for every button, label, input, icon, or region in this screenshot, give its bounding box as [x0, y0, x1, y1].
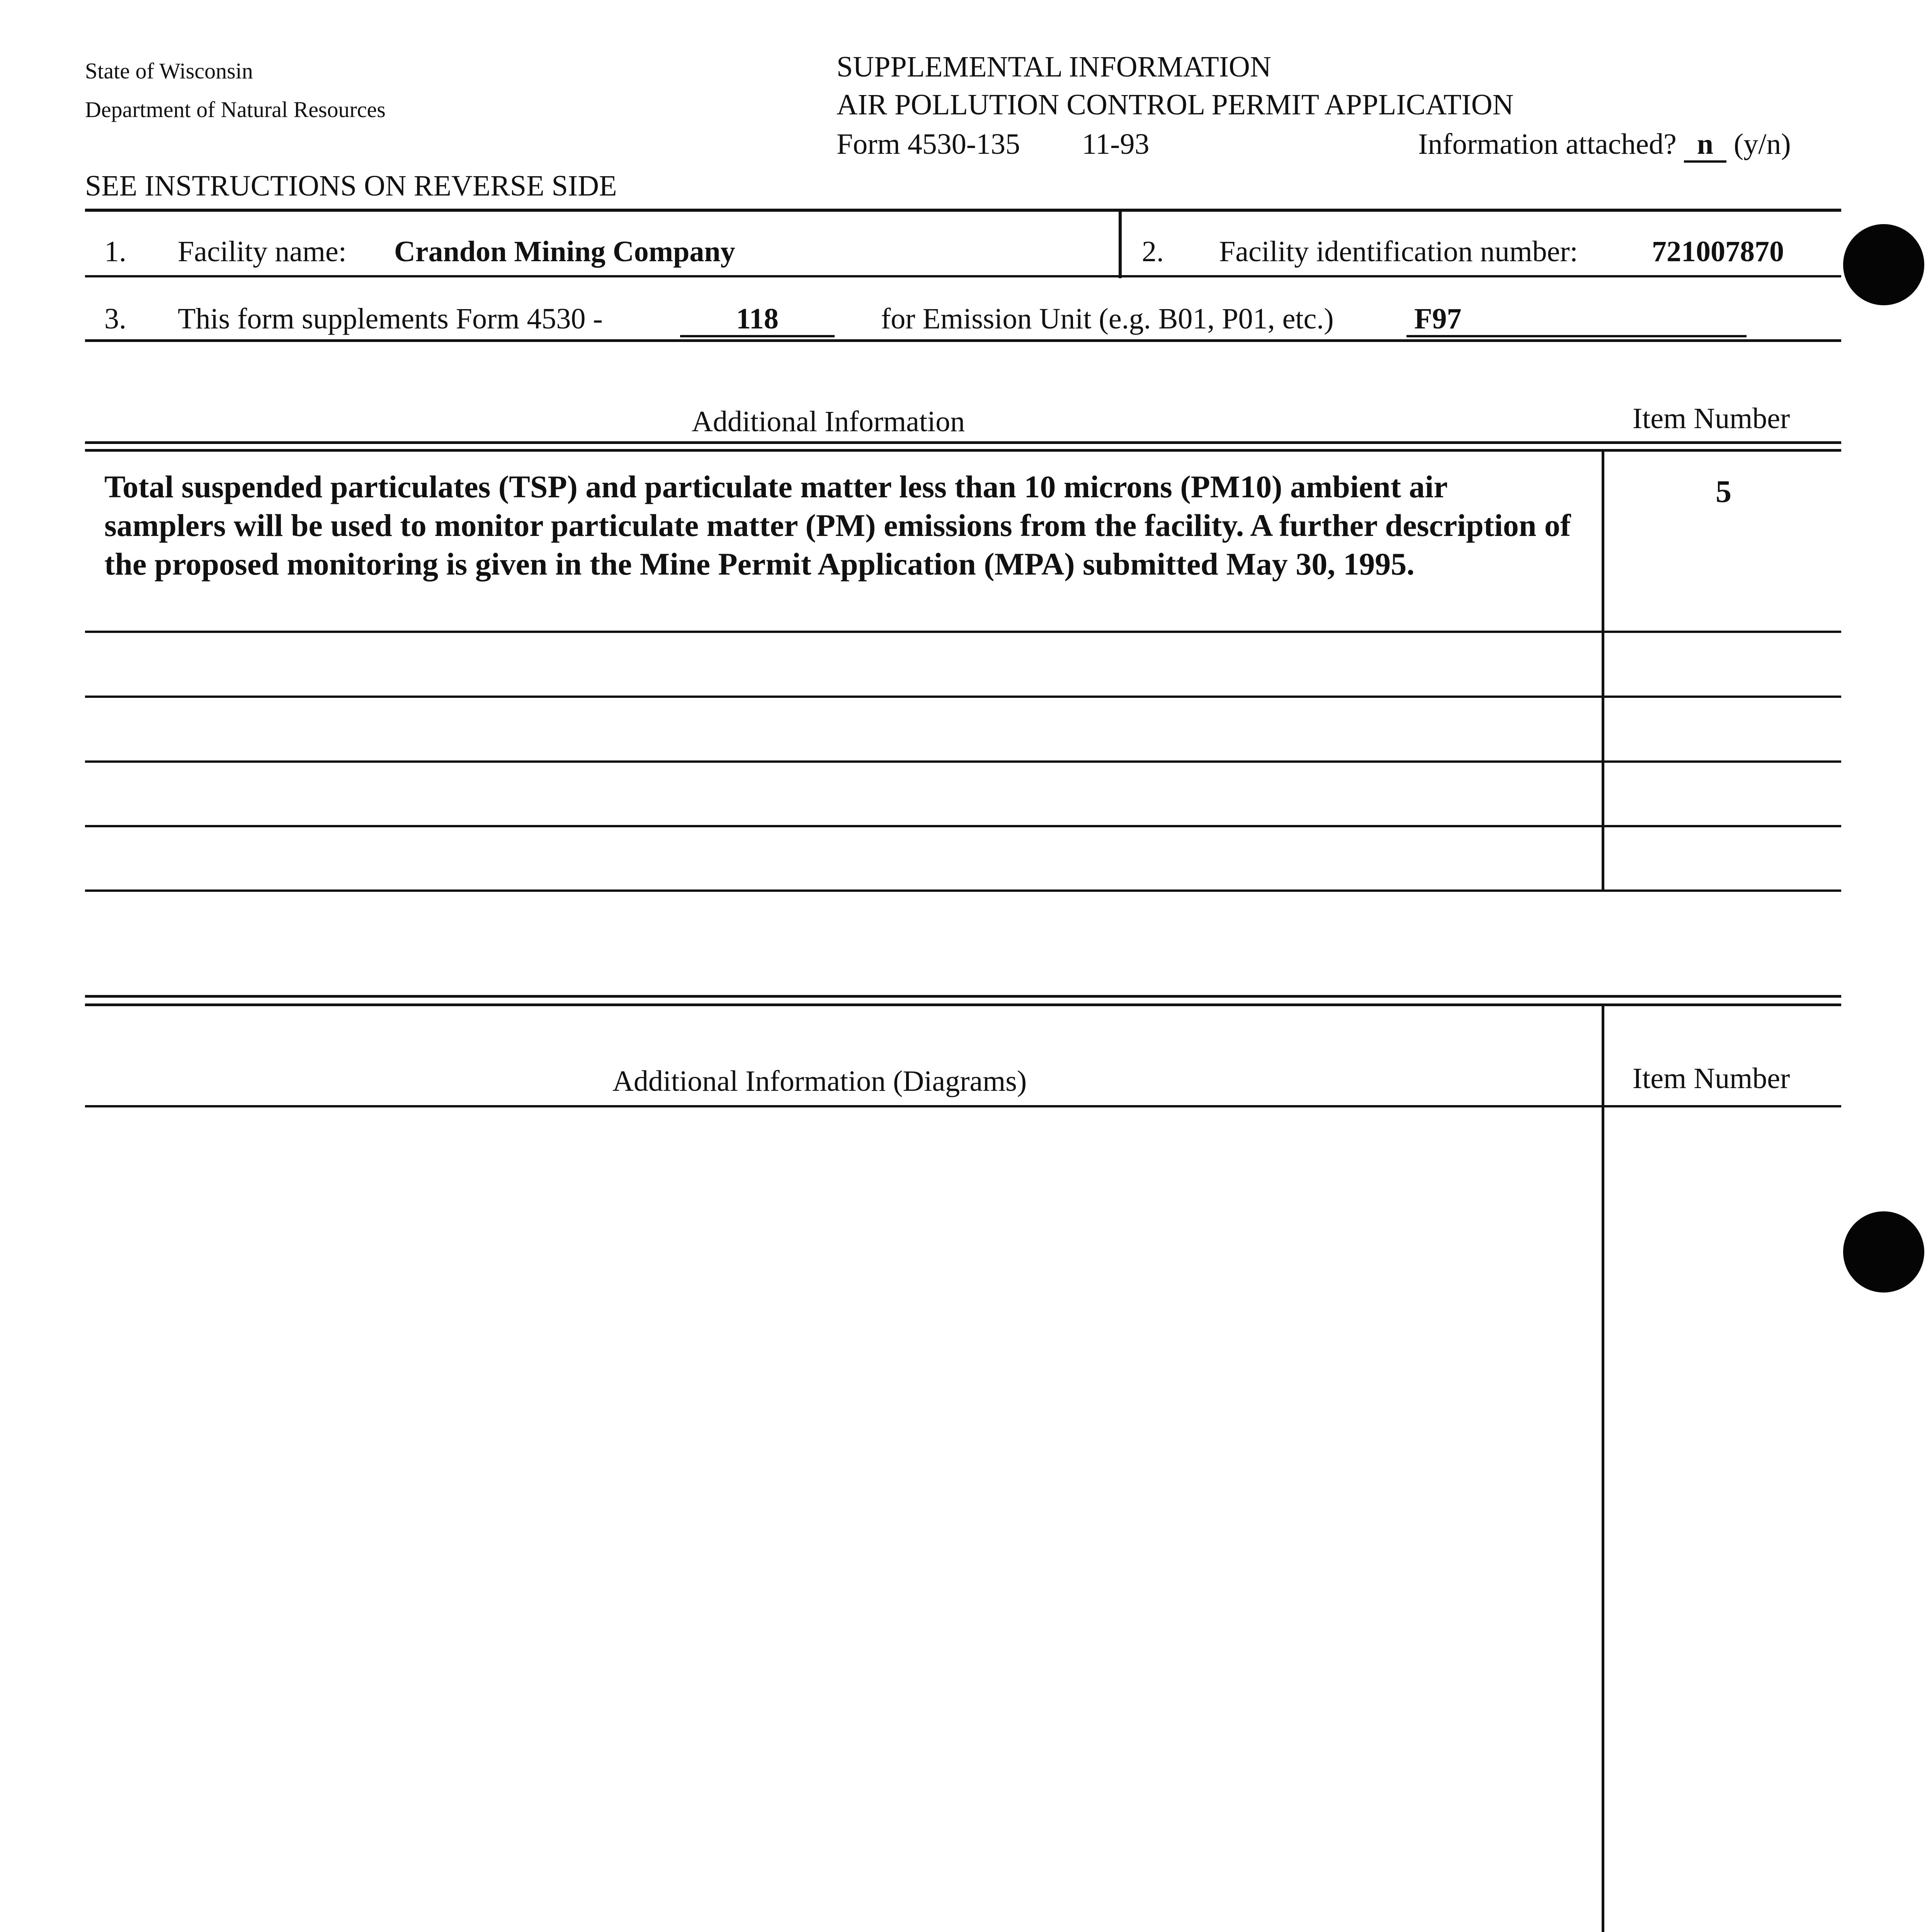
divider	[1119, 211, 1122, 278]
item-number-value: 5	[1716, 474, 1731, 509]
form-title-line1: SUPPLEMENTAL INFORMATION	[837, 51, 1271, 83]
punch-hole	[1843, 224, 1924, 305]
divider	[85, 449, 1841, 452]
facility-id-label: Facility identification number:	[1219, 235, 1578, 268]
state-label: State of Wisconsin	[85, 58, 253, 83]
supplement-label: This form supplements Form 4530 -	[178, 303, 603, 335]
info-attached-field	[1418, 128, 1791, 163]
form-number: Form 4530-135	[837, 128, 1020, 160]
divider	[85, 441, 1841, 444]
diagrams-item-number-header: Item Number	[1633, 1062, 1790, 1095]
divider	[85, 209, 1841, 212]
facility-name-value[interactable]: Crandon Mining Company	[394, 235, 735, 268]
department-label: Department of Natural Resources	[85, 97, 386, 122]
divider	[85, 275, 1841, 277]
table-row	[85, 760, 1841, 763]
table-row	[85, 825, 1841, 827]
info-attached-hint: (y/n)	[1733, 128, 1791, 160]
field-num-1: 1.	[104, 235, 126, 268]
emission-unit-value[interactable]: F97	[1406, 304, 1747, 337]
table-row	[85, 631, 1841, 633]
item-number-header: Item Number	[1633, 402, 1790, 435]
facility-name-label: Facility name:	[178, 235, 347, 268]
additional-info-text: Total suspended particulates (TSP) and particulate matter less than 10 microns (PM10) ambient air samplers will be used to monitor particulate matter (PM) emissions from the facility. A further description of the proposed monitoring is given in the Mine Permit Application (MPA) submitted May 30, 1995.	[104, 469, 1571, 582]
facility-id-value[interactable]: 721007870	[1652, 235, 1784, 268]
form-title-line2: AIR POLLUTION CONTROL PERMIT APPLICATION	[837, 88, 1514, 121]
divider	[85, 1105, 1841, 1107]
divider	[1602, 1006, 1604, 1932]
diagrams-header: Additional Information (Diagrams)	[612, 1065, 1027, 1097]
divider	[85, 1003, 1841, 1006]
table-row	[85, 696, 1841, 698]
form-date: 11-93	[1082, 128, 1150, 160]
divider	[85, 339, 1841, 342]
info-attached-label: Information attached?	[1418, 128, 1677, 160]
info-attached-value[interactable]: n	[1684, 129, 1726, 163]
supplement-form-value[interactable]: 118	[680, 304, 835, 337]
table-row	[85, 889, 1841, 892]
field-num-3: 3.	[104, 303, 126, 335]
field-num-2: 2.	[1142, 235, 1164, 268]
emission-unit-label: for Emission Unit (e.g. B01, P01, etc.)	[881, 303, 1334, 335]
additional-info-header: Additional Information	[692, 405, 965, 438]
divider	[85, 995, 1841, 998]
instructions-note: SEE INSTRUCTIONS ON REVERSE SIDE	[85, 170, 617, 202]
punch-hole	[1843, 1211, 1924, 1293]
